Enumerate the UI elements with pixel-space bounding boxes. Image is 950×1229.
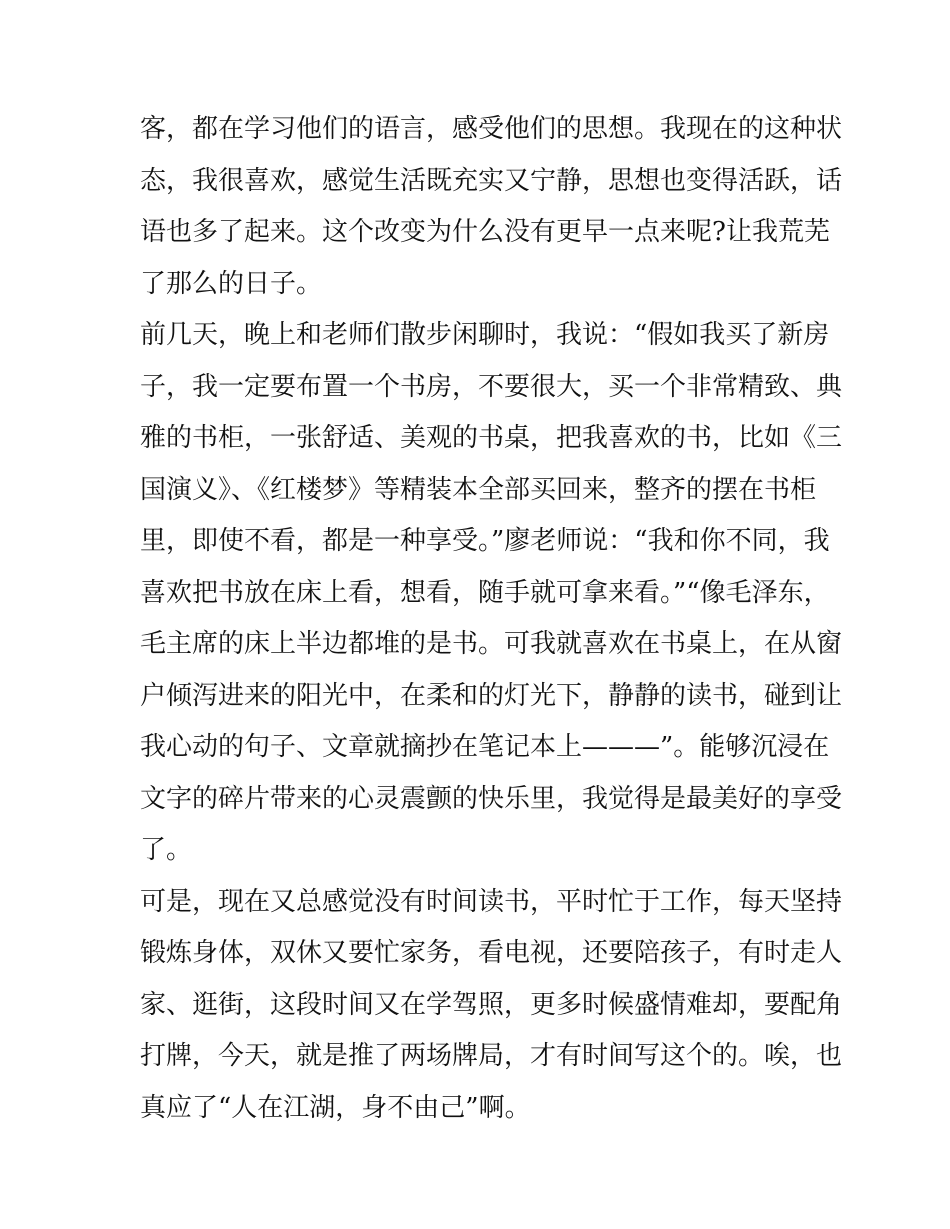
text-line: 文字的碎片带来的心灵震颤的快乐里，我觉得是最美好的享受 — [140, 783, 843, 814]
text-line: 雅的书柜，一张舒适、美观的书桌，把我喜欢的书，比如《三 — [140, 423, 843, 453]
document-body — [140, 104, 843, 1134]
text-line: 锻炼身体，双休又要忙家务，看电视，还要陪孩子，有时走人 — [140, 938, 843, 968]
text-line: 子，我一定要布置一个书房，不要很大，买一个非常精致、典 — [140, 371, 843, 402]
text-line: 家、逛街，这段时间又在学驾照，更多时候盛情难却，要配角 — [140, 989, 843, 1020]
text-line: 前几天，晚上和老师们散步闲聊时，我说：“假如我买了新房 — [140, 320, 830, 350]
text-line: 语也多了起来。这个改变为什么没有更早一点来呢?让我荒芜 — [140, 217, 830, 247]
text-line: 态，我很喜欢，感觉生活既充实又宁静，思想也变得活跃，话 — [140, 165, 843, 196]
text-line: 了那么的日子。 — [140, 268, 323, 299]
paragraph-3 — [140, 877, 843, 1135]
text-line: 国演义》、《红楼梦》等精装本全部买回来，整齐的摆在书柜 — [140, 474, 817, 505]
text-line: 了。 — [140, 835, 193, 865]
text-line: 里，即使不看，都是一种享受。”廖老师说：“我和你不同，我 — [140, 526, 830, 556]
text-line: 可是，现在又总感觉没有时间读书，平时忙于工作，每天坚持 — [140, 886, 843, 917]
paragraph-1 — [140, 104, 843, 310]
paragraph-2 — [140, 310, 843, 877]
text-line: 我心动的句子、文章就摘抄在笔记本上———”。能够沉浸在 — [140, 732, 830, 762]
text-line: 客，都在学习他们的语言，感受他们的思想。我现在的这种状 — [140, 114, 843, 144]
text-line: 毛主席的床上半边都堆的是书。可我就喜欢在书桌上，在从窗 — [140, 629, 843, 659]
text-line: 打牌，今天，就是推了两场牌局，才有时间写这个的。唉，也 — [140, 1041, 843, 1071]
text-line: 真应了“人在江湖，身不由己”啊。 — [140, 1092, 531, 1123]
text-line: 喜欢把书放在床上看，想看，随手就可拿来看。”“像毛泽东， — [140, 577, 830, 608]
text-line: 户倾泻进来的阳光中，在柔和的灯光下，静静的读书，碰到让 — [140, 680, 843, 711]
